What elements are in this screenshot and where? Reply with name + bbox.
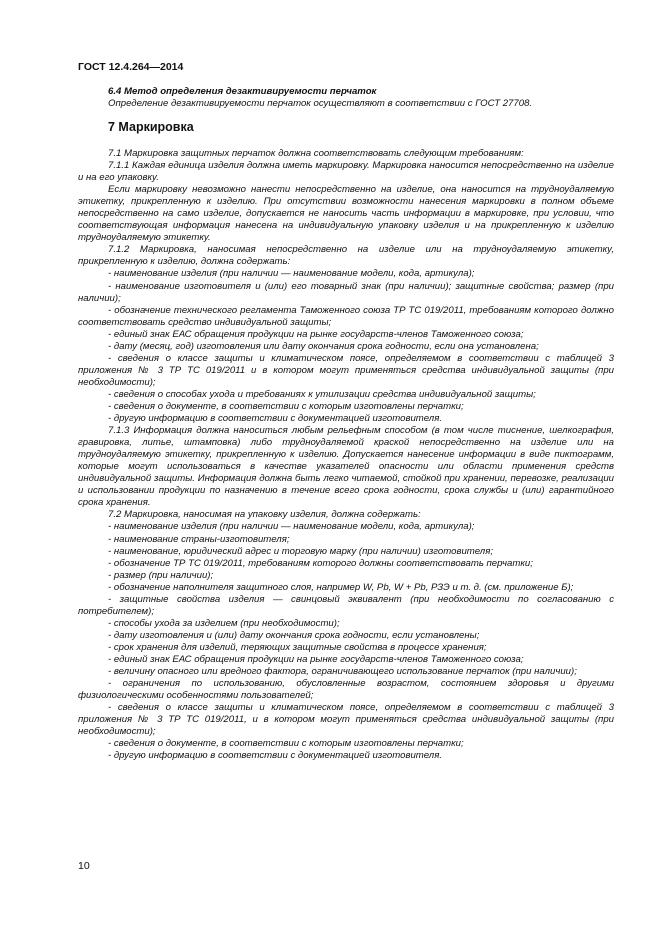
paragraph: - обозначение наполнителя защитного слоя, например W, Pb, W + Pb, РЗЭ и т. д. (см. приложение Б);: [108, 581, 574, 593]
paragraph: - обозначение ТР ТС 019/2011, требованиям которого должны соответствовать перчатки;: [108, 557, 533, 569]
section-6-4-text: Определение дезактивируемости перчаток осуществляют в соответствии с ГОСТ 27708.: [108, 98, 533, 109]
paragraph: 7.2 Маркировка, наносимая на упаковку изделия, должна содержать:: [108, 509, 421, 521]
paragraph: - величину опасного или вредного фактора, ограничивающего использование перчаток (при наличии);: [108, 666, 577, 678]
paragraph: - защитные свойства изделия — свинцовый эквивалент (при необходимости по согласованию с потребителем);: [78, 593, 614, 617]
page-number: 10: [78, 860, 90, 872]
paragraph: - срок хранения для изделий, теряющих защитные свойства в процессе хранения;: [108, 641, 487, 653]
paragraph: 7.1.1 Каждая единица изделия должна иметь маркировку. Маркировка наносится непосредственно на изделие и на его упаковку.: [78, 160, 614, 184]
paragraph: - наименование страны-изготовителя;: [108, 533, 290, 545]
paragraph: - наименование изготовителя и (или) его товарный знак (при наличии); защитные свойства; размер (при наличии);: [78, 280, 614, 304]
paragraph: - другую информацию в соответствии с документацией изготовителя.: [108, 413, 442, 425]
section-7-heading: 7 Маркировка: [108, 120, 194, 134]
paragraph: - сведения о классе защиты и климатическом поясе, определяемом в соответствии с таблицей 3 приложения № 3 ТР ТС 019/2011 и в котором могут применяться средства индивидуальной защиты (при необходимости);: [78, 352, 614, 388]
paragraph: - дату (месяц, год) изготовления или дату окончания срока годности, если она установлена;: [108, 340, 539, 352]
paragraph: - наименование изделия (при наличии — наименование модели, кода, артикула);: [108, 268, 475, 280]
paragraph: - другую информацию в соответствии с документацией изготовителя.: [108, 750, 442, 762]
paragraph: Если маркировку невозможно нанести непосредственно на изделие, она наносится на трудноудаляемую этикетку, прикрепленную к изделию. При отсутствии возможности нанесения маркировки в полном объеме непосредственно на само изделие, допускается не наносить часть информации в маркировке, при условии, что соответствующая информация нанесена на индивидуальную упаковку изделия и на прикрепленную к изделию трудноудаляемую этикетку.: [78, 184, 614, 244]
page-body: [78, 86, 614, 762]
paragraph: 7.1 Маркировка защитных перчаток должна соответствовать следующим требованиям:: [108, 148, 524, 159]
paragraph: - наименование, юридический адрес и торговую марку (при наличии) изготовителя;: [108, 545, 494, 557]
paragraph: - сведения о документе, в соответствии с которым изготовлены перчатки;: [108, 738, 464, 750]
document-header: ГОСТ 12.4.264—2014: [78, 61, 184, 73]
paragraph: - ограничения по использованию, обусловленные возрастом, состоянием здоровья и другими физиологическими особенностями пользователей;: [78, 678, 614, 702]
paragraph: - обозначение технического регламента Таможенного союза ТР ТС 019/2011, требованиям которого должно соответствовать средство индивидуальной защиты;: [78, 304, 614, 328]
paragraph: 7.1.2 Маркировка, наносимая непосредственно на изделие или на трудноудаляемую этикетку, прикрепленную к изделию, должна содержать:: [78, 244, 614, 268]
paragraph: - сведения о способах ухода и требованиях к утилизации средства индивидуальной защиты;: [108, 388, 536, 400]
paragraph: - единый знак ЕАС обращения продукции на рынке государств-членов Таможенного союза;: [108, 653, 524, 665]
paragraph: - дату изготовления и (или) дату окончания срока годности, если установлены;: [108, 629, 480, 641]
paragraph: - размер (при наличии);: [108, 569, 214, 581]
paragraph: - сведения о документе, в соответствии с которым изготовлены перчатки;: [108, 400, 464, 412]
paragraph: - единый знак ЕАС обращения продукции на рынке государств-членов Таможенного союза;: [108, 328, 524, 340]
section-6-4-title: 6.4 Метод определения дезактивируемости перчаток: [108, 86, 377, 97]
paragraph: 7.1.3 Информация должна наноситься любым рельефным способом (в том числе тиснение, шелкография, гравировка, литье, штамповка) либо трудноудаляемой краской непосредственно на изделие или на трудноудаляемую этикетку, прикрепленную к изделию. Допускается нанесение информации в виде пиктограмм, которые могут использоваться в качестве указателей опасности или области применения средств индивидуальной защиты. Информация должна быть легко читаемой, стойкой при хранении, перевозке, реализации и использовании продукции по назначению в течение всего срока годности, срока службы и (или) гарантийного срока хранения.: [78, 425, 614, 509]
paragraph: - сведения о классе защиты и климатическом поясе, определяемом в соответствии с таблицей 3 приложения № 3 ТР ТС 019/2011, и в котором могут применяться средства индивидуальной защиты (при необходимости);: [78, 702, 614, 738]
paragraph: - способы ухода за изделием (при необходимости);: [108, 617, 340, 629]
section-7-text: [78, 148, 614, 762]
paragraph: - наименование изделия (при наличии — наименование модели, кода, артикула);: [108, 521, 475, 533]
